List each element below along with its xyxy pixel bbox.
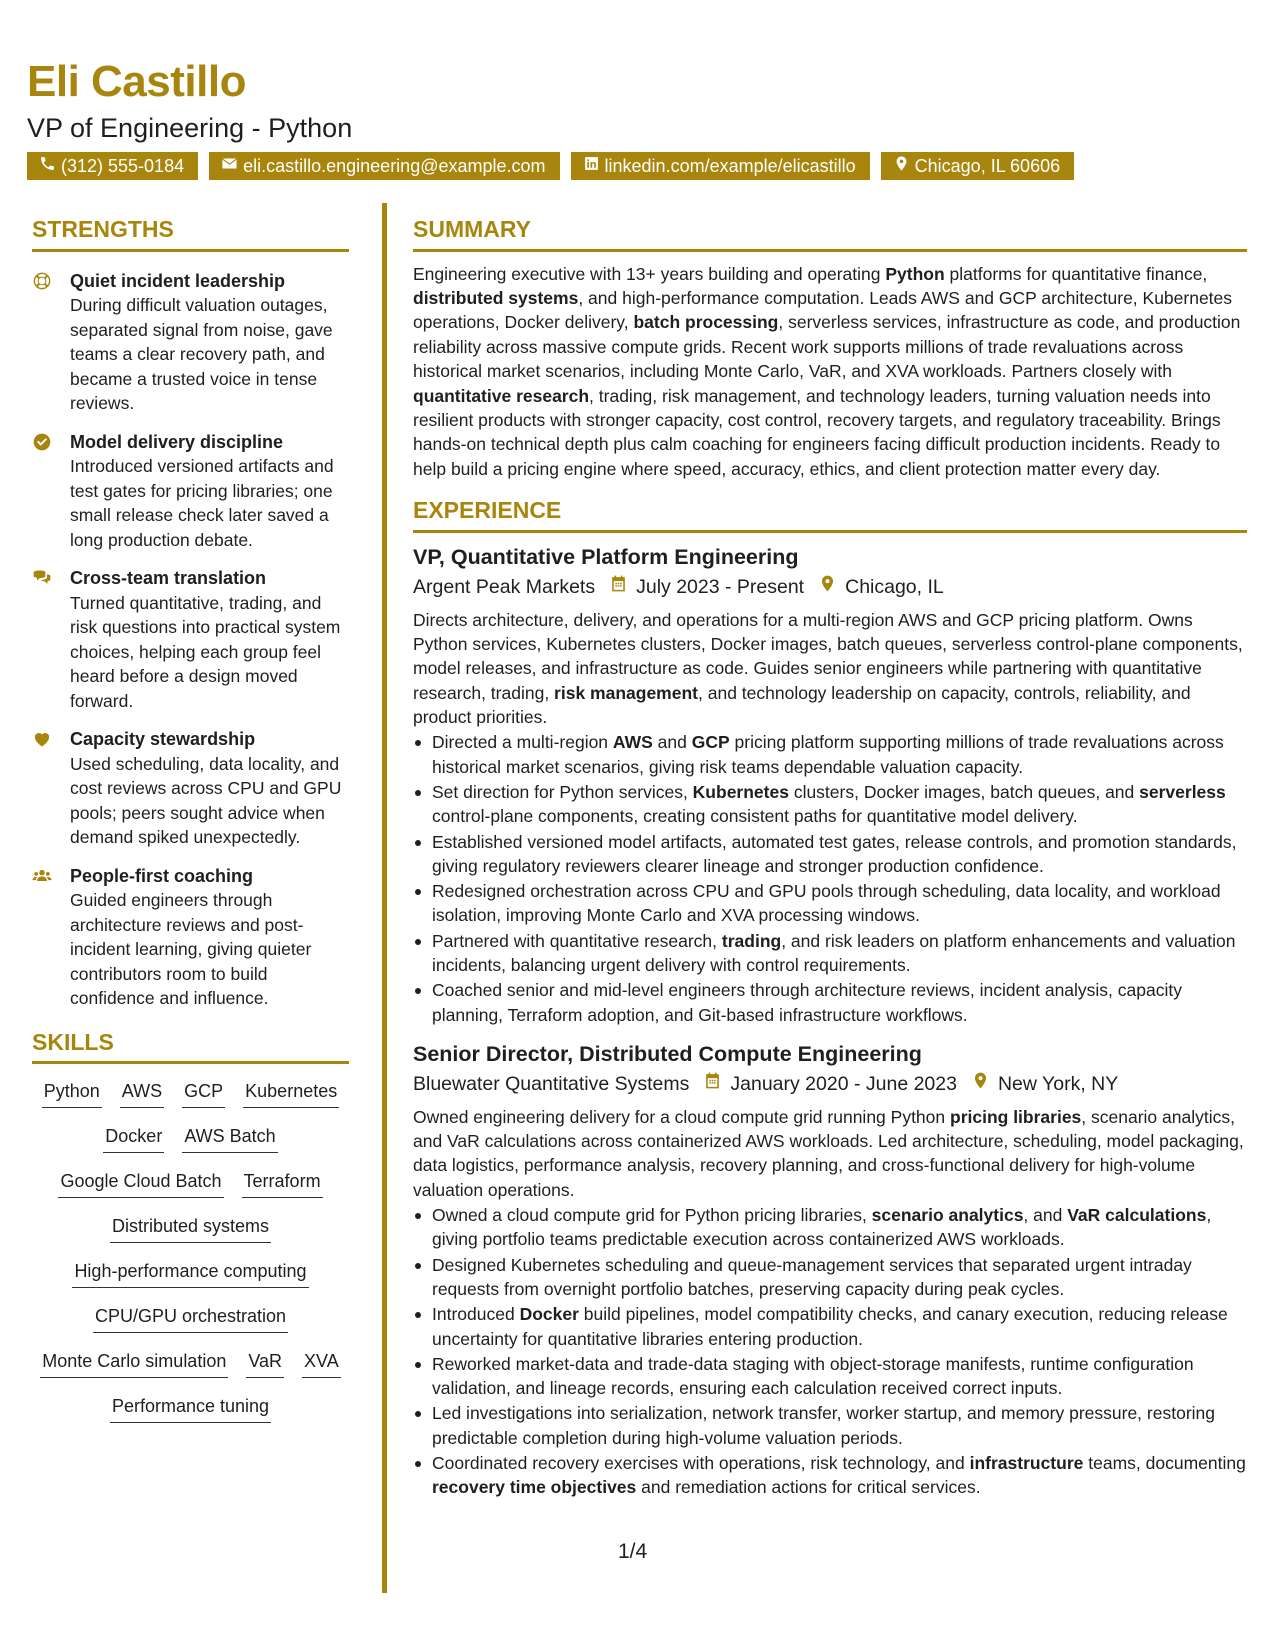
map-pin-icon xyxy=(818,572,845,602)
bullet-item xyxy=(413,780,1247,829)
contact-location xyxy=(881,152,1074,180)
text-run: , and xyxy=(1023,1205,1068,1226)
skill-tag: CPU/GPU orchestration xyxy=(93,1302,288,1333)
job-title: VP, Quantitative Platform Engineering xyxy=(413,544,799,569)
strength-text: During difficult valuation outages, separated signal from noise, gave teams a clear recovery path, and became a trusted voice in tense reviews. xyxy=(70,295,333,414)
headline: VP of Engineering - Python xyxy=(27,113,353,143)
calendar-icon xyxy=(609,572,636,602)
strength-text: Introduced versioned artifacts and test gates for pricing libraries; one small release check later saved a long production debate. xyxy=(70,456,334,550)
bullet-item xyxy=(413,1203,1247,1252)
bold-text: infrastructure xyxy=(969,1453,1084,1474)
text-run: pricing platform supporting millions of trade revaluations across historical market scenarios, giving risk teams dependable valuation capacity. xyxy=(432,732,1224,777)
text-run: Set direction for Python services, xyxy=(432,781,693,802)
job-company: Argent Peak Markets xyxy=(413,575,596,598)
skill-tag: High-performance computing xyxy=(72,1257,308,1288)
linkedin-icon xyxy=(583,152,600,180)
bold-text: scenario analytics xyxy=(871,1205,1024,1226)
email-text: eli.castillo.engineering@example.com xyxy=(243,156,546,176)
strength-item xyxy=(32,430,352,553)
bullet-item xyxy=(413,879,1247,928)
skills-list xyxy=(32,1077,349,1437)
job-dates: January 2020 - June 2023 xyxy=(730,1072,957,1095)
skill-tag: AWS Batch xyxy=(182,1122,277,1153)
job-location: Chicago, IL xyxy=(845,575,944,598)
bold-text: GCP xyxy=(691,732,730,753)
contact-phone[interactable] xyxy=(27,152,198,180)
text-run: Owned a cloud compute grid for Python pricing libraries, xyxy=(432,1205,872,1226)
bullet-item xyxy=(413,978,1247,1027)
skill-row xyxy=(32,1302,349,1347)
skill-row xyxy=(32,1347,349,1392)
text-run: Redesigned orchestration across CPU and GPU pools through scheduling, data locality, and workload isolation, improving Monte Carlo and XVA processing windows. xyxy=(432,881,1221,926)
job-dates: July 2023 - Present xyxy=(636,575,805,598)
bullet-item xyxy=(413,1451,1247,1500)
strength-title: People-first coaching xyxy=(70,865,254,886)
summary-heading: SUMMARY xyxy=(413,216,1247,252)
linkedin-text: linkedin.com/example/elicastillo xyxy=(604,156,856,176)
bullet-item xyxy=(413,929,1247,978)
skill-tag: Terraform xyxy=(242,1167,323,1198)
candidate-name: Eli Castillo xyxy=(27,57,246,106)
job-description xyxy=(413,608,1247,729)
skill-tag: Google Cloud Batch xyxy=(58,1167,223,1198)
skill-tag: Performance tuning xyxy=(110,1392,271,1423)
strength-item xyxy=(32,269,352,416)
text-run: Introduced xyxy=(432,1304,520,1325)
strengths-heading: STRENGTHS xyxy=(32,216,349,252)
job-description xyxy=(413,1105,1247,1202)
bullet-item xyxy=(413,830,1247,879)
text-run: Partnered with quantitative research, xyxy=(432,930,722,951)
bold-text: quantitative research xyxy=(413,385,590,406)
job-company: Bluewater Quantitative Systems xyxy=(413,1072,690,1095)
text-run: Directs architecture, delivery, and operations for a multi-region AWS and GCP pricing platform. Owns Python services, Kubernetes clusters, Docker images, batch queues, serverless control-plane components, model releases, and infrastructure as code. Guides senior engineers while partnering with quantitative research, trading, xyxy=(413,609,1243,703)
bold-text: Docker xyxy=(519,1304,579,1325)
skill-row xyxy=(32,1167,349,1212)
skill-tag: GCP xyxy=(182,1077,225,1108)
contact-bar xyxy=(27,152,1074,180)
text-run: and remediation actions for critical services. xyxy=(636,1477,981,1498)
text-run: , and risk leaders on platform enhancements and valuation incidents, balancing urgent delivery with control requirements. xyxy=(432,930,1236,975)
skill-row xyxy=(32,1212,349,1257)
skill-tag: Monte Carlo simulation xyxy=(40,1347,228,1378)
skill-tag: Kubernetes xyxy=(243,1077,339,1108)
text-run: build pipelines, model compatibility checks, and canary execution, reducing release uncertainty for quantitative libraries entering production. xyxy=(432,1304,1228,1349)
text-run: , giving portfolio teams predictable execution across containerized AWS workloads. xyxy=(432,1205,1212,1250)
strength-title: Capacity stewardship xyxy=(70,729,256,750)
bullet-item xyxy=(413,1302,1247,1351)
job-meta xyxy=(413,572,1247,602)
text-run: Reworked market-data and trade-data staging with object-storage manifests, runtime configuration validation, and lineage records, ensuring each calculation received correct inputs. xyxy=(432,1353,1194,1399)
check-circle-icon xyxy=(32,432,54,454)
strength-text: Turned quantitative, trading, and risk questions into practical system choices, helping each group feel heard before a design moved forward. xyxy=(70,592,341,711)
text-run: Coordinated recovery exercises with operations, risk technology, and xyxy=(432,1453,970,1474)
skill-tag: VaR xyxy=(246,1347,284,1378)
job-entry xyxy=(413,1040,1247,1500)
skill-row xyxy=(32,1392,349,1437)
bold-text: risk management xyxy=(554,682,698,703)
map-pin-icon xyxy=(971,1069,998,1099)
bullet-item xyxy=(413,1401,1247,1450)
bold-text: pricing libraries xyxy=(950,1106,1082,1127)
skill-row xyxy=(32,1257,349,1302)
page-number: 1/4 xyxy=(618,1540,648,1563)
text-run: platforms for quantitative finance, xyxy=(944,263,1208,284)
skill-tag: AWS xyxy=(120,1077,164,1108)
text-run: Directed a multi-region xyxy=(432,732,613,753)
skill-row xyxy=(32,1077,349,1122)
left-column xyxy=(32,216,352,1437)
strength-item xyxy=(32,566,352,713)
bullet-item xyxy=(413,1352,1247,1401)
skill-tag: Python xyxy=(42,1077,102,1108)
text-run: Coached senior and mid-level engineers through architecture reviews, incident analysis, capacity planning, Terraform adoption, and Git-based infrastructure workflows. xyxy=(432,980,1182,1025)
text-run: Owned engineering delivery for a cloud compute grid running Python xyxy=(413,1106,950,1127)
bold-text: serverless xyxy=(1139,781,1226,802)
users-icon xyxy=(32,866,54,888)
text-run: , and high-performance computation. Leads AWS and GCP architecture, Kubernetes operations, Docker delivery, xyxy=(413,288,1233,333)
right-column xyxy=(413,216,1247,1500)
skill-tag: Docker xyxy=(103,1122,164,1153)
bullet-item xyxy=(413,1253,1247,1302)
skills-heading: SKILLS xyxy=(32,1029,349,1065)
text-run: and xyxy=(652,732,692,753)
job-entry xyxy=(413,543,1247,1027)
job-title: Senior Director, Distributed Compute Engineering xyxy=(413,1041,922,1066)
calendar-icon xyxy=(703,1069,730,1099)
skill-row xyxy=(32,1122,349,1167)
job-bullets xyxy=(413,730,1247,1027)
bold-text: AWS xyxy=(612,732,653,753)
phone-text: (312) 555-0184 xyxy=(61,156,185,176)
experience-heading: EXPERIENCE xyxy=(413,497,1247,533)
strength-text: Used scheduling, data locality, and cost reviews across CPU and GPU pools; peers sought advice when demand spiked unexpectedly. xyxy=(70,753,342,848)
summary-text xyxy=(413,262,1247,482)
comments-icon xyxy=(32,568,54,590)
skill-tag: XVA xyxy=(302,1347,341,1378)
text-run: control-plane components, creating consistent paths for quantitative model delivery. xyxy=(432,806,1078,827)
phone-icon xyxy=(39,152,56,180)
heart-icon xyxy=(32,729,54,751)
strengths-list xyxy=(32,269,352,1011)
job-meta xyxy=(413,1069,1247,1099)
bullet-item xyxy=(413,730,1247,779)
text-run: Established versioned model artifacts, automated test gates, release controls, and promotion standards, giving regulatory reviewers clearer lineage and stronger production confidence. xyxy=(432,831,1237,876)
contact-linkedin[interactable] xyxy=(571,152,870,180)
bold-text: trading xyxy=(721,930,782,951)
text-run: , scenario analytics, and VaR calculations across containerized AWS workloads. Led architecture, scheduling, model packaging, data logistics, performance analysis, recovery planning, and cross-functional delivery for high-volume valuation operations. xyxy=(413,1106,1244,1200)
job-bullets xyxy=(413,1203,1247,1500)
column-divider xyxy=(382,203,387,1593)
text-run: , and technology leadership on capacity, controls, reliability, and product priorities. xyxy=(413,682,1191,728)
strength-item xyxy=(32,864,352,1011)
lifebuoy-icon xyxy=(32,271,54,293)
contact-email[interactable] xyxy=(209,152,559,180)
strength-title: Quiet incident leadership xyxy=(70,270,286,291)
bold-text: batch processing xyxy=(633,312,779,333)
envelope-icon xyxy=(221,152,238,180)
text-run: , trading, risk management, and technology leaders, turning valuation needs into resilient products with stronger capacity, cost control, recovery targets, and regulatory traceability. Brings hands-on technical depth plus calm coaching for engineers facing difficult production incidents. Ready to help build a pricing engine where speed, accuracy, ethics, and client protection matter every day. xyxy=(413,385,1221,479)
text-run: Led investigations into serialization, network transfer, worker startup, and memory pressure, restoring predictable completion during high-volume valuation periods. xyxy=(432,1403,1215,1448)
text-run: teams, documenting xyxy=(1083,1453,1246,1474)
location-text: Chicago, IL 60606 xyxy=(914,156,1061,176)
bold-text: Kubernetes xyxy=(692,781,789,802)
bold-text: recovery time objectives xyxy=(432,1477,637,1498)
job-location: New York, NY xyxy=(997,1072,1119,1095)
strength-item xyxy=(32,727,352,850)
strength-text: Guided engineers through architecture reviews and post-incident learning, giving quieter contributors room to build confidence and influence. xyxy=(70,890,312,1009)
text-run: Engineering executive with 13+ years building and operating xyxy=(413,263,886,284)
map-pin-icon xyxy=(893,152,910,180)
strength-title: Cross-team translation xyxy=(70,568,267,589)
strength-title: Model delivery discipline xyxy=(70,431,284,452)
bold-text: Python xyxy=(885,263,945,284)
bold-text: VaR calculations xyxy=(1067,1205,1207,1226)
bold-text: distributed systems xyxy=(413,288,579,308)
text-run: clusters, Docker images, batch queues, and xyxy=(788,781,1140,802)
text-run: , serverless services, infrastructure as code, and production reliability across massive compute grids. Recent work supports millions of trade revaluations across historical market scenarios, including Monte Carlo, VaR, and XVA workloads. Partners closely with xyxy=(413,312,1241,382)
skill-tag: Distributed systems xyxy=(110,1212,271,1243)
text-run: Designed Kubernetes scheduling and queue-management services that separated urgent intraday requests from overnight portfolio batches, preserving capacity during peak cycles. xyxy=(432,1254,1192,1299)
